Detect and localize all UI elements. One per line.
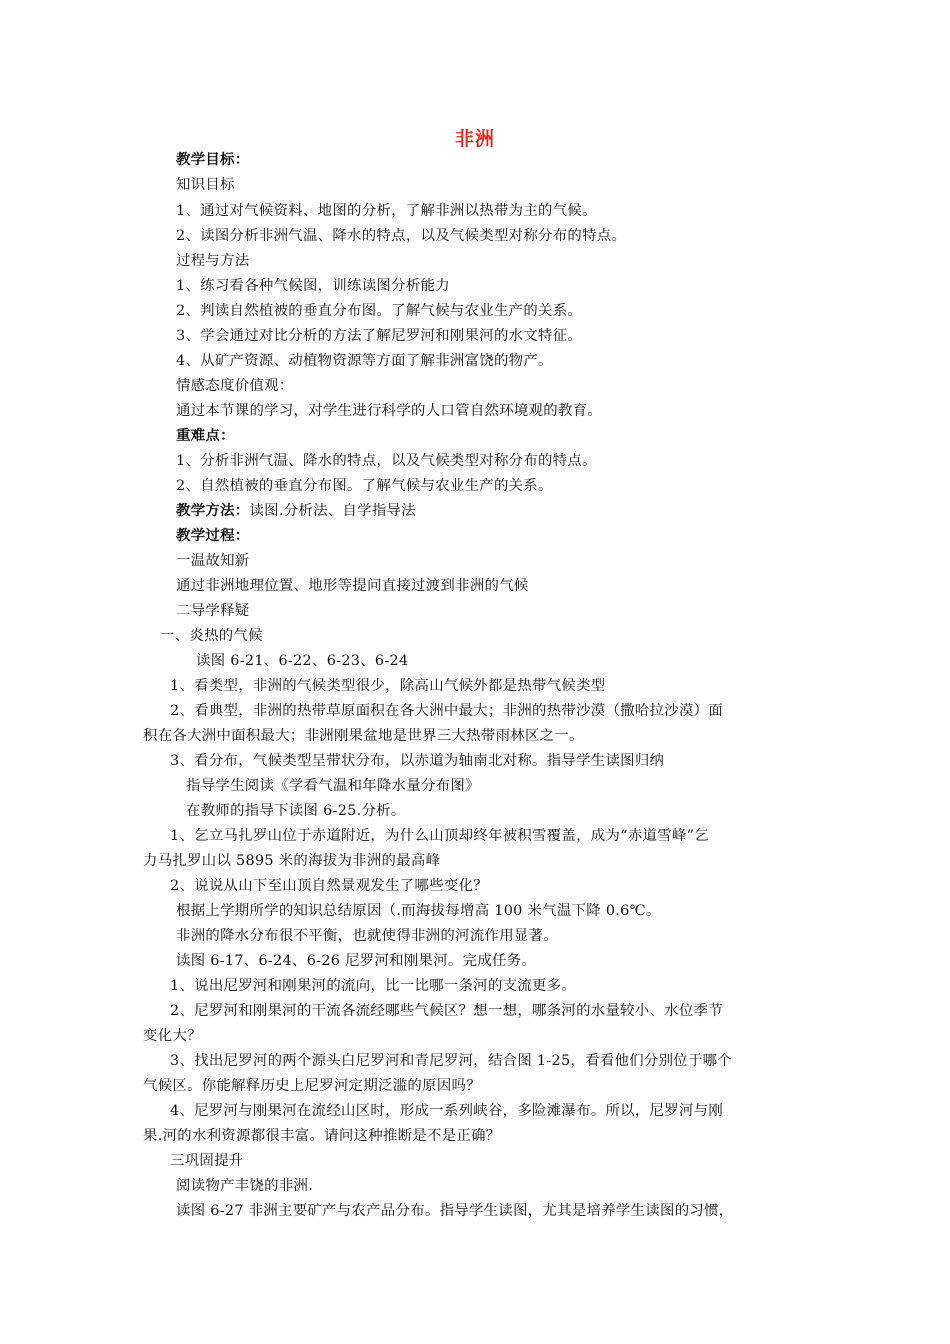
rain-line: 非洲的降水分布很不平衡，也就使得非洲的河流作用显著。 [176, 928, 558, 944]
method-label: 教学方法： [176, 503, 250, 519]
section-3-heading: 三巩固提升 [170, 1153, 244, 1169]
method-text: 读图.分析法、自学指导法 [249, 503, 416, 519]
emotion-goal: 通过本节课的学习，对学生进行科学的人口管自然环境观的教育。 [176, 403, 603, 419]
question-2: 2、说说从山下至山顶自然景观发生了哪些变化？ [170, 878, 488, 894]
process-goal-1: 1、练习看各种气候图，训练读图分析能力 [176, 278, 450, 294]
climate-point-2a: 2、看典型，非洲的热带草原面积在各大洲中最大；非洲的热带沙漠（撒哈拉沙漠）面 [170, 703, 724, 719]
knowledge-goal-2: 2、读图分析非洲气温、降水的特点，以及气候类型对称分布的特点。 [176, 228, 627, 244]
question-1a: 1、乞立马扎罗山位于赤道附近，为什么山顶却终年被积雪覆盖，成为“赤道雪峰”乞 [170, 828, 709, 844]
section-1-text: 通过非洲地理位置、地形等提问直接过渡到非洲的气候 [176, 578, 529, 594]
climate-read-figures: 读图 6-21、6-22、6-23、6-24 [196, 653, 409, 669]
guide-line-2: 在教师的指导下读图 6-25.分析。 [186, 803, 406, 819]
climate-heading: 一、炎热的气候 [160, 628, 263, 644]
read-rivers-line: 读图 6-17、6-24、6-26 尼罗河和刚果河。完成任务。 [176, 953, 537, 969]
difficult-point-1: 1、分析非洲气温、降水的特点，以及气候类型对称分布的特点。 [176, 453, 597, 469]
guide-line-1: 指导学生阅读《学看气温和年降水量分布图》 [186, 778, 480, 794]
reason-line: 根据上学期所学的知识总结原因（.而海拔每增高 100 米气温下降 0.6℃。 [176, 903, 661, 919]
process-heading: 过程与方法 [176, 253, 250, 269]
section-2-heading: 二导学释疑 [176, 603, 250, 619]
process-goal-3: 3、学会通过对比分析的方法了解尼罗河和刚果河的水文特征。 [176, 328, 583, 344]
question-1b: 力马扎罗山以 5895 米的海拔为非洲的最高峰 [143, 853, 441, 869]
process-goal-4: 4、从矿产资源、动植物资源等方面了解非洲富饶的物产。 [176, 353, 553, 369]
difficult-point-2: 2、自然植被的垂直分布图。了解气候与农业生产的关系。 [176, 478, 553, 494]
final-line: 读图 6-27 非洲主要矿产与农产品分布。指导学生读图，尤其是培养学生读图的习惯， [176, 1203, 734, 1219]
document-title: 非洲 [454, 128, 495, 150]
emotion-heading: 情感态度价值观： [176, 378, 294, 394]
river-task-1: 1、说出尼罗河和刚果河的流向，比一比哪一条河的支流更多。 [170, 978, 577, 994]
knowledge-goal-1: 1、通过对气候资料、地图的分析，了解非洲以热带为主的气候。 [176, 203, 597, 219]
knowledge-heading: 知识目标 [176, 177, 235, 193]
section-3-text: 阅读物产丰饶的非洲. [176, 1178, 314, 1194]
river-task-3a: 3、找出尼罗河的两个源头白尼罗河和青尼罗河，结合图 1-25，看看他们分别位于哪个 [170, 1053, 733, 1069]
climate-point-3: 3、看分布，气候类型呈带状分布，以赤道为轴南北对称。指导学生读图归纳 [170, 753, 665, 769]
section-1-heading: 一温故知新 [176, 553, 250, 569]
river-task-2b: 变化大？ [143, 1028, 202, 1044]
teaching-process-heading: 教学过程： [176, 528, 250, 544]
river-task-2a: 2、尼罗河和刚果河的干流各流经哪些气候区？想一想，哪条河的水量较小、水位季节 [170, 1003, 724, 1019]
process-goal-2: 2、判读自然植被的垂直分布图。了解气候与农业生产的关系。 [176, 303, 583, 319]
climate-point-2b: 积在各大洲中面积最大；非洲刚果盆地是世界三大热带雨林区之一。 [143, 728, 584, 744]
difficult-heading: 重难点： [176, 428, 235, 444]
river-task-4b: 果.河的水利资源都很丰富。请问这种推断是不是正确？ [143, 1128, 501, 1144]
climate-point-1: 1、看类型，非洲的气候类型很少，除高山气候外都是热带气候类型 [170, 678, 606, 694]
method-line [176, 501, 416, 521]
river-task-3b: 气候区。你能解释历史上尼罗河定期泛滥的原因吗？ [143, 1078, 481, 1094]
river-task-4a: 4、尼罗河与刚果河在流经山区时，形成一系列峡谷，多险滩瀑布。所以，尼罗河与刚 [170, 1103, 724, 1119]
goals-heading: 教学目标： [176, 152, 250, 168]
